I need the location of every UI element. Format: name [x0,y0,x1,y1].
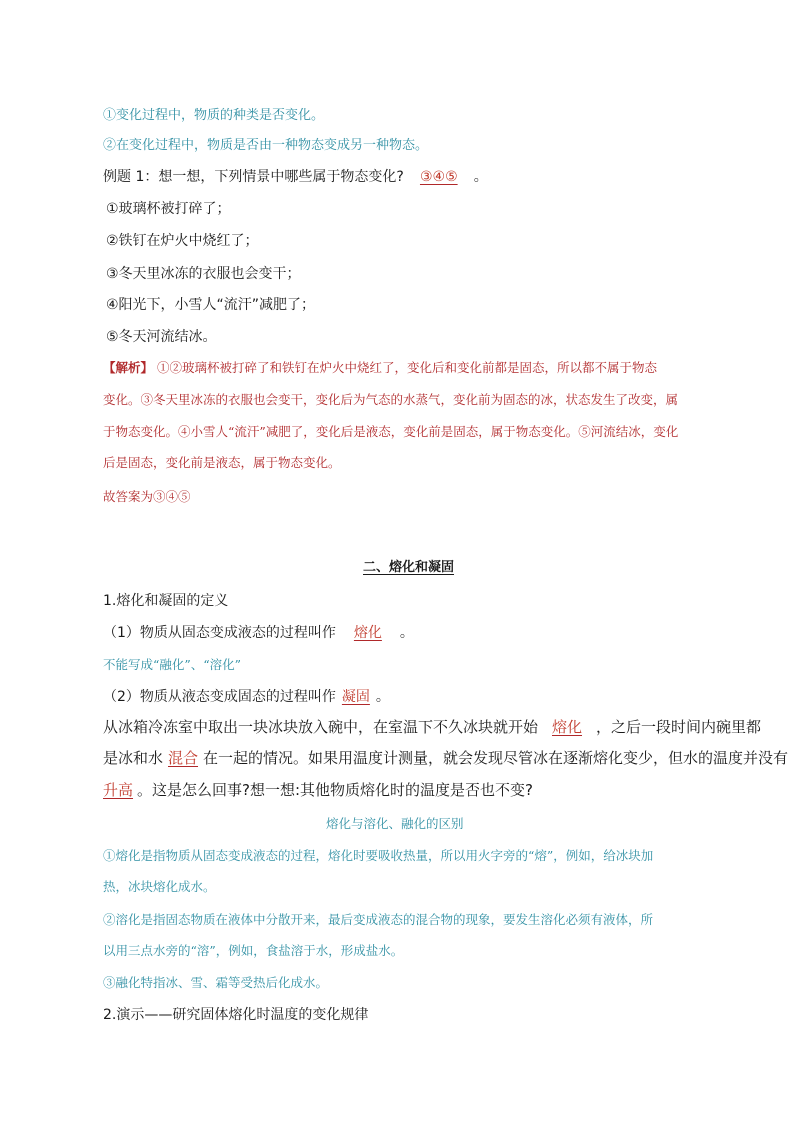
paragraph-line-3: 升高 。这是怎么回事?想一想:其他物质熔化时的温度是否也不变? [103,781,533,799]
option-item: ⑤冬天河流结冰。 [106,329,217,345]
option-item: ④阳光下，小雪人“流汗”减肥了； [106,297,316,313]
section-heading: 二、熔化和凝固 [363,560,455,575]
criterion-2: ②在变化过程中，物质是否由一种物态变成另一种物态。 [103,138,429,153]
analysis-line-1: 【解析】 ①②玻璃杯被打碎了和铁钉在炉火中烧红了，变化后和变化前都是固态，所以都不属于物态 [103,360,658,375]
option-item: ②铁钉在炉火中烧红了； [106,233,259,249]
paragraph-answer-1: 熔化 [552,718,583,736]
paragraph-line-2: 是冰和水 混合 在一起的情况。如果用温度计测量，就会发现尽管冰在逐渐熔化变少，但水的温度并没有 [103,749,789,767]
difference-title: 熔化与溶化、融化的区别 [326,816,464,831]
paragraph-answer-2: 混合 [168,749,199,767]
analysis-line-2: 变化。③冬天里冰冻的衣服也会变干，变化后为气态的水蒸气，变化前为固态的冰，状态发生了改变，属 [103,392,679,407]
question-suffix: 。 [473,169,488,185]
analysis-label: 【解析】 [103,360,154,375]
difference-2-line-1: ②溶化是指固态物质在液体中分散开来，最后变成液态的混合物的现象，要发生溶化必须有液体，所 [103,912,654,927]
difference-2-line-2: 以用三点水旁的“溶”，例如，食盐溶于水，形成盐水。 [103,943,404,958]
answer-conclusion: 故答案为③④⑤ [103,489,191,504]
definition-1: （1）物质从固态变成液态的过程叫作 熔化 。 [103,622,414,642]
analysis-line-3: 于物态变化。④小雪人“流汗”减肥了，变化后是液态，变化前是固态，属于物态变化。⑤河流结冰，变化 [103,424,679,439]
paragraph-line-1: 从冰箱冷冻室中取出一块冰块放入碗中，在室温下不久冰块就开始 熔化 ，之后一段时间内碗里都 [103,718,762,736]
question-prefix: 例题 1：想一想，下列情景中哪些属于物态变化? [103,169,404,185]
paragraph-answer-3: 升高 [103,781,134,799]
definition-1-answer: 熔化 [353,625,382,641]
definition-2: （2）物质从液态变成固态的过程叫作 凝固 。 [103,686,390,706]
definition-title: 1.熔化和凝固的定义 [103,593,229,609]
option-item: ①玻璃杯被打碎了； [106,201,231,217]
difference-3: ③融化特指冰、雪、霜等受热后化成水。 [103,975,329,990]
difference-1-line-1: ①熔化是指物质从固态变成液态的过程，熔化时要吸收热量，所以用火字旁的“熔”，例如，给冰块加 [103,848,654,863]
question-answer: ③④⑤ [419,169,458,185]
difference-1-line-2: 热，冰块熔化成水。 [103,879,216,894]
example-1-question [103,166,488,186]
criterion-1: ①变化过程中，物质的种类是否变化。 [103,108,325,123]
note: 不能写成“融化”、“溶化” [103,657,242,672]
definition-2-answer: 凝固 [341,689,370,705]
analysis-line-4: 后是固态，变化前是液态，属于物态变化。 [103,455,341,470]
demo-title: 2.演示——研究固体熔化时温度的变化规律 [103,1007,369,1023]
option-item: ③冬天里冰冻的衣服也会变干； [106,266,301,282]
